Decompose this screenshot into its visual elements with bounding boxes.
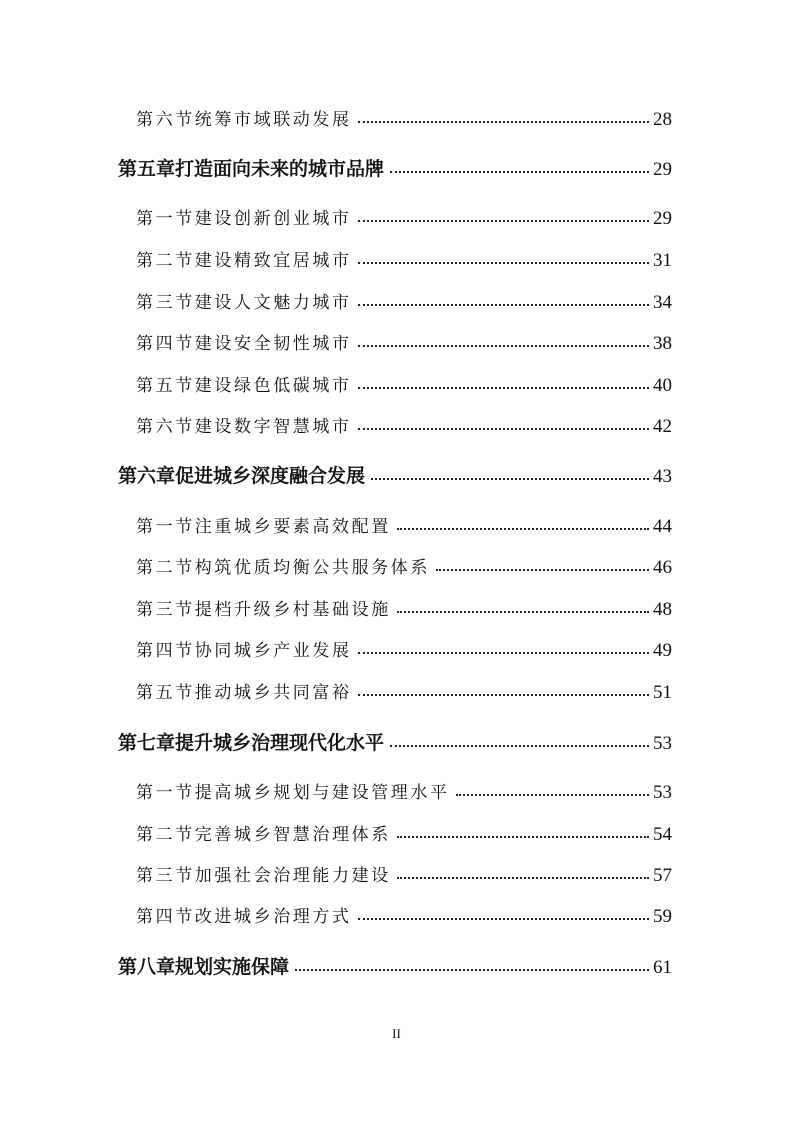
dot-leader: [358, 428, 649, 430]
toc-entry-page: 31: [653, 250, 672, 271]
dot-leader: [358, 304, 649, 306]
dot-leader: [358, 694, 649, 696]
toc-chapter-title: 第六章促进城乡深度融合发展: [118, 465, 366, 487]
dot-leader: [358, 652, 649, 654]
toc-entry-title: 第五节推动城乡共同富裕: [136, 683, 352, 703]
toc-chapter[interactable]: [118, 952, 672, 979]
toc-chapter-page: 43: [653, 466, 672, 487]
toc-entry[interactable]: [136, 902, 672, 928]
toc-entry-title: 第三节加强社会治理能力建设: [136, 866, 391, 886]
dot-leader: [436, 569, 649, 571]
toc-entry-page: 54: [653, 824, 672, 845]
toc-entry-page: 42: [653, 416, 672, 437]
toc-entry-page: 40: [653, 375, 672, 396]
toc-chapter-page: 53: [653, 733, 672, 754]
dot-leader: [358, 121, 649, 123]
dot-leader: [456, 794, 649, 796]
dot-leader: [371, 478, 649, 480]
toc-entry-page: 44: [653, 516, 672, 537]
toc-entry-title: 第一节提高城乡规划与建设管理水平: [136, 783, 450, 803]
toc-entry-title: 第一节注重城乡要素高效配置: [136, 517, 391, 537]
toc-entry-title: 第四节协同城乡产业发展: [136, 641, 352, 661]
toc-entry[interactable]: [136, 105, 672, 131]
toc-entry[interactable]: [136, 288, 672, 314]
toc-entry[interactable]: [136, 371, 672, 397]
toc-chapter-title: 第八章规划实施保障: [118, 956, 290, 978]
dot-leader: [358, 220, 649, 222]
dot-leader: [397, 836, 649, 838]
toc-entry-title: 第四节建设安全韧性城市: [136, 334, 352, 354]
toc-entry-title: 第一节建设创新创业城市: [136, 209, 352, 229]
toc-chapter-page: 29: [653, 159, 672, 180]
dot-leader: [390, 171, 649, 173]
toc-entry-page: 34: [653, 292, 672, 313]
dot-leader: [390, 745, 649, 747]
toc-entry-page: 59: [653, 906, 672, 927]
toc-entry-title: 第四节改进城乡治理方式: [136, 907, 352, 927]
toc-entry[interactable]: [136, 861, 672, 887]
dot-leader: [358, 387, 649, 389]
toc-entry-page: 46: [653, 557, 672, 578]
dot-leader: [397, 528, 649, 530]
toc-entry-page: 29: [653, 208, 672, 229]
toc-entry[interactable]: [136, 778, 672, 804]
dot-leader: [358, 918, 649, 920]
toc-entry[interactable]: [136, 412, 672, 438]
toc-entry-title: 第六节统筹市域联动发展: [136, 110, 352, 130]
toc-entry[interactable]: [136, 636, 672, 662]
toc-entry-title: 第二节建设精致宜居城市: [136, 251, 352, 271]
toc-entry-title: 第二节构筑优质均衡公共服务体系: [136, 558, 430, 578]
toc-entry-title: 第二节完善城乡智慧治理体系: [136, 825, 391, 845]
toc-entry[interactable]: [136, 246, 672, 272]
toc-entry-page: 49: [653, 640, 672, 661]
toc-entry[interactable]: [136, 595, 672, 621]
toc-chapter[interactable]: [118, 461, 672, 488]
toc-entry-title: 第三节提档升级乡村基础设施: [136, 600, 391, 620]
toc-entry[interactable]: [136, 820, 672, 846]
toc-entry-page: 28: [653, 109, 672, 130]
toc-chapter[interactable]: [118, 154, 672, 181]
toc-chapter-title: 第五章打造面向未来的城市品牌: [118, 158, 385, 180]
toc-entry[interactable]: [136, 678, 672, 704]
toc-entry-page: 38: [653, 333, 672, 354]
toc-entry-page: 53: [653, 782, 672, 803]
toc-chapter-title: 第七章提升城乡治理现代化水平: [118, 732, 385, 754]
toc-entry[interactable]: [136, 512, 672, 538]
toc-entry[interactable]: [136, 553, 672, 579]
page-number: II: [392, 1026, 401, 1041]
toc-entry-page: 48: [653, 599, 672, 620]
dot-leader: [358, 262, 649, 264]
toc-entry[interactable]: [136, 329, 672, 355]
toc-entry-title: 第六节建设数字智慧城市: [136, 417, 352, 437]
toc-chapter[interactable]: [118, 728, 672, 755]
dot-leader: [397, 877, 649, 879]
dot-leader: [358, 345, 649, 347]
toc-entry-page: 51: [653, 682, 672, 703]
toc-entry-title: 第三节建设人文魅力城市: [136, 293, 352, 313]
toc-entry-title: 第五节建设绿色低碳城市: [136, 376, 352, 396]
toc-chapter-page: 61: [653, 957, 672, 978]
dot-leader: [397, 611, 649, 613]
toc-entry[interactable]: [136, 204, 672, 230]
toc-entry-page: 57: [653, 865, 672, 886]
dot-leader: [295, 969, 649, 971]
